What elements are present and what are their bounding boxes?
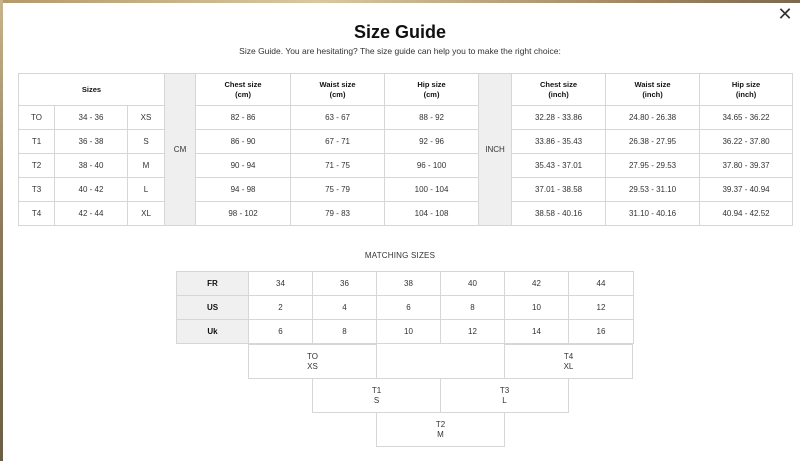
chest-inch-value: 33.86 - 35.43	[512, 130, 606, 154]
fr-value: 44	[569, 272, 634, 296]
cm-unit-label: CM	[165, 74, 196, 226]
size-range: 36 - 38	[55, 130, 128, 154]
uk-value: 6	[249, 320, 313, 344]
fr-value: 42	[505, 272, 569, 296]
fr-value: 34	[249, 272, 313, 296]
table-row	[177, 272, 634, 296]
us-value: 6	[377, 296, 441, 320]
uk-value: 14	[505, 320, 569, 344]
matching-box-t1-s: T1 S	[312, 378, 441, 413]
uk-value: 12	[441, 320, 505, 344]
hip-inch-value: 39.37 - 40.94	[700, 178, 793, 202]
uk-value: 10	[377, 320, 441, 344]
waist-cm-value: 63 - 67	[291, 106, 385, 130]
matching-box-t0-xs: TO XS	[248, 344, 377, 379]
waist-inch-value: 26.38 - 27.95	[606, 130, 700, 154]
us-value: 10	[505, 296, 569, 320]
uk-label: Uk	[177, 320, 249, 344]
size-letter: L	[128, 178, 165, 202]
size-range: 34 - 36	[55, 106, 128, 130]
hip-cm-header: Hip size (cm)	[385, 74, 479, 106]
size-code: T3	[19, 178, 55, 202]
waist-inch-value: 24.80 - 26.38	[606, 106, 700, 130]
hip-cm-value: 88 - 92	[385, 106, 479, 130]
table-row	[19, 106, 793, 130]
table-row	[19, 130, 793, 154]
fr-label: FR	[177, 272, 249, 296]
hip-cm-value: 92 - 96	[385, 130, 479, 154]
us-value: 2	[249, 296, 313, 320]
size-table	[18, 73, 793, 226]
table-row	[177, 296, 634, 320]
hip-inch-value: 34.65 - 36.22	[700, 106, 793, 130]
table-row	[177, 320, 634, 344]
waist-cm-header: Waist size (cm)	[291, 74, 385, 106]
waist-inch-header: Waist size (inch)	[606, 74, 700, 106]
close-icon[interactable]: ✕	[777, 4, 793, 24]
chest-inch-header: Chest size (inch)	[512, 74, 606, 106]
matching-box-t4-xl: T4 XL	[504, 344, 633, 379]
size-range: 42 - 44	[55, 202, 128, 226]
chest-inch-value: 38.58 - 40.16	[512, 202, 606, 226]
waist-inch-value: 27.95 - 29.53	[606, 154, 700, 178]
size-code: T4	[19, 202, 55, 226]
size-code: TO	[19, 106, 55, 130]
size-range: 38 - 40	[55, 154, 128, 178]
waist-inch-value: 31.10 - 40.16	[606, 202, 700, 226]
hip-cm-value: 100 - 104	[385, 178, 479, 202]
waist-cm-value: 67 - 71	[291, 130, 385, 154]
size-code: T1	[19, 130, 55, 154]
hip-inch-value: 40.94 - 42.52	[700, 202, 793, 226]
matching-sizes-title: MATCHING SIZES	[364, 251, 436, 260]
uk-value: 8	[313, 320, 377, 344]
uk-value: 16	[569, 320, 634, 344]
us-value: 4	[313, 296, 377, 320]
background-edge-left	[0, 0, 3, 461]
chest-cm-header: Chest size (cm)	[196, 74, 291, 106]
matching-box-t2-m: T2 M	[376, 412, 505, 447]
fr-value: 38	[377, 272, 441, 296]
chest-cm-value: 90 - 94	[196, 154, 291, 178]
size-letter: S	[128, 130, 165, 154]
chest-cm-value: 98 - 102	[196, 202, 291, 226]
us-label: US	[177, 296, 249, 320]
fr-value: 40	[441, 272, 505, 296]
size-letter: XS	[128, 106, 165, 130]
waist-cm-value: 71 - 75	[291, 154, 385, 178]
fr-value: 36	[313, 272, 377, 296]
matching-sizes-table	[176, 271, 634, 344]
waist-inch-value: 29.53 - 31.10	[606, 178, 700, 202]
chest-inch-value: 37.01 - 38.58	[512, 178, 606, 202]
chest-inch-value: 32.28 - 33.86	[512, 106, 606, 130]
size-letter: XL	[128, 202, 165, 226]
hip-cm-value: 104 - 108	[385, 202, 479, 226]
dialog-subtitle: Size Guide. You are hesitating? The size guide can help you to make the right choice:	[239, 46, 561, 56]
hip-inch-header: Hip size (inch)	[700, 74, 793, 106]
table-row	[19, 154, 793, 178]
waist-cm-value: 75 - 79	[291, 178, 385, 202]
background-edge-top	[0, 0, 800, 3]
chest-cm-value: 86 - 90	[196, 130, 291, 154]
us-value: 8	[441, 296, 505, 320]
sizes-header: Sizes	[19, 74, 165, 106]
chest-cm-value: 94 - 98	[196, 178, 291, 202]
hip-inch-value: 37.80 - 39.37	[700, 154, 793, 178]
inch-unit-label: INCH	[479, 74, 512, 226]
dialog-title: Size Guide	[353, 22, 447, 42]
hip-inch-value: 36.22 - 37.80	[700, 130, 793, 154]
size-code: T2	[19, 154, 55, 178]
chest-cm-value: 82 - 86	[196, 106, 291, 130]
table-row	[19, 178, 793, 202]
chest-inch-value: 35.43 - 37.01	[512, 154, 606, 178]
size-range: 40 - 42	[55, 178, 128, 202]
size-letter: M	[128, 154, 165, 178]
hip-cm-value: 96 - 100	[385, 154, 479, 178]
matching-box-t3-l: T3 L	[440, 378, 569, 413]
us-value: 12	[569, 296, 634, 320]
waist-cm-value: 79 - 83	[291, 202, 385, 226]
table-row	[19, 202, 793, 226]
